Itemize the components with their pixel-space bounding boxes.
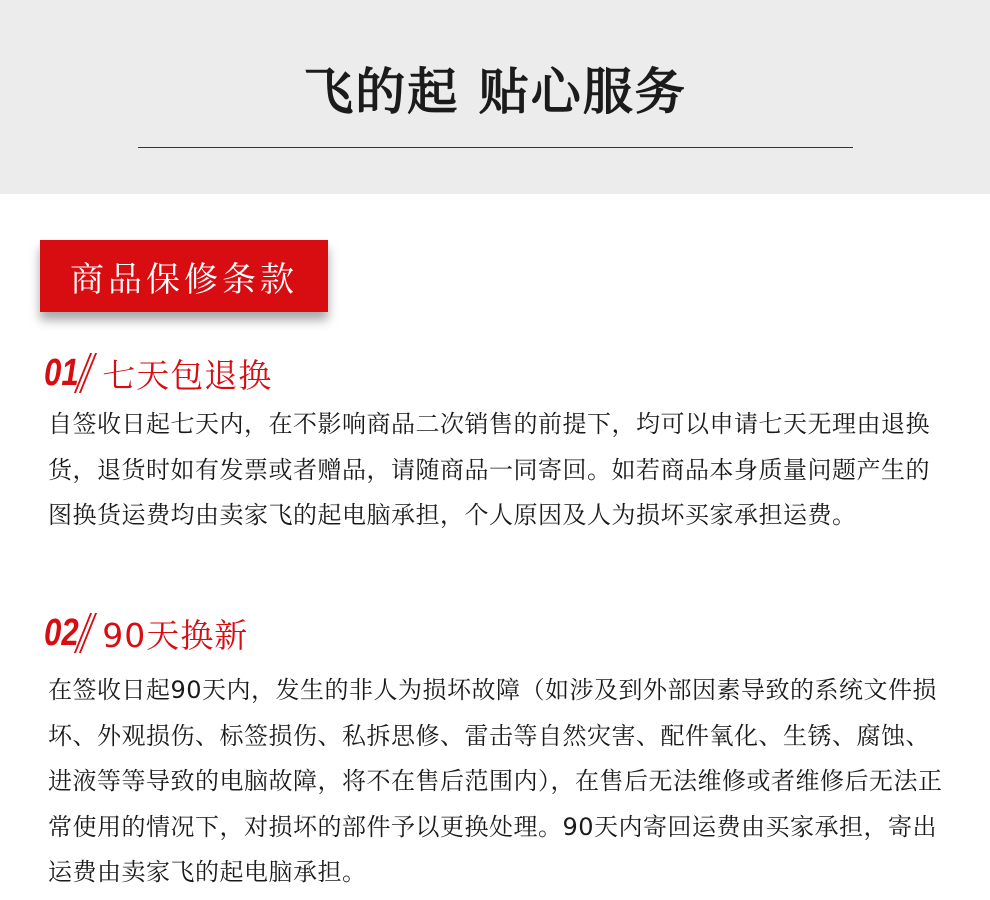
page-title: 飞的起 贴心服务 bbox=[303, 63, 687, 121]
section-heading-1 bbox=[44, 350, 272, 396]
header-divider bbox=[138, 147, 853, 148]
section-heading-2 bbox=[44, 610, 248, 656]
warranty-banner: 商品保修条款 bbox=[40, 240, 328, 312]
section-title: 七天包退换 bbox=[102, 355, 273, 395]
section-title: 90天换新 bbox=[102, 615, 249, 655]
slash-divider-icon bbox=[80, 353, 92, 393]
page-header bbox=[0, 0, 990, 194]
section-body-1: 自签收日起七天内，在不影响商品二次销售的前提下，均可以申请七天无理由退换货，退货时如有发票或者赠品，请随商品一同寄回。如若商品本身质量问题产生的图换货运费均由卖家飞的起电脑承担，个人原因及人为损坏买家承担运费。 bbox=[48, 410, 930, 529]
section-number: 01 bbox=[44, 351, 79, 394]
slash-divider-icon bbox=[80, 613, 92, 653]
section-number: 02 bbox=[44, 611, 79, 654]
section-body-2: 在签收日起90天内，发生的非人为损坏故障（如涉及到外部因素导致的系统文件损坏、外观损伤、标签损伤、私拆思修、雷击等自然灾害、配件氧化、生锈、腐蚀、进液等等导致的电脑故障，将不在售后范围内），在售后无法维修或者维修后无法正常使用的情况下，对损坏的部件予以更换处理。90天内寄回运费由买家承担，寄出运费由卖家飞的起电脑承担。 bbox=[48, 676, 943, 886]
